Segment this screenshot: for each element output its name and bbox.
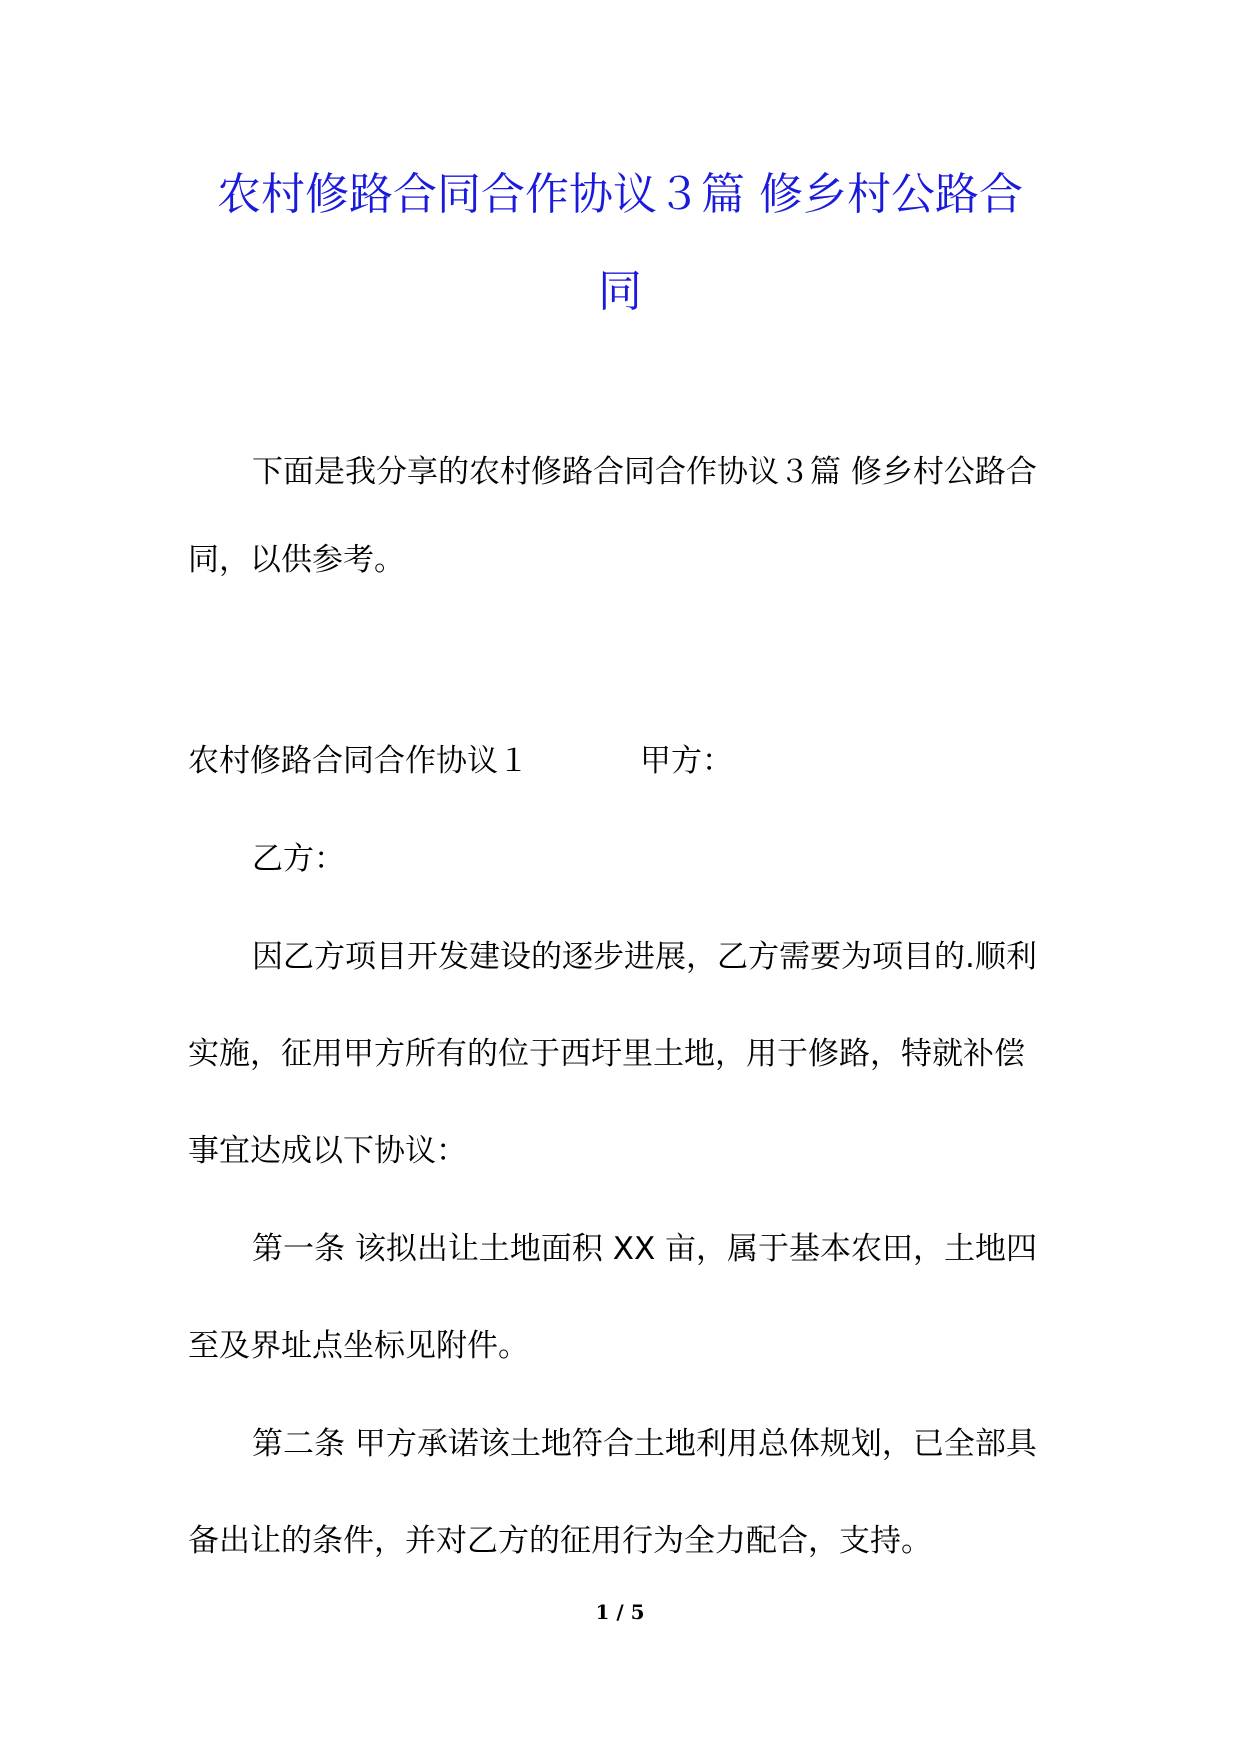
party-b-label: 乙方： bbox=[252, 841, 345, 877]
intro-line-1: 下面是我分享的农村修路合同合作协议３篇 修乡村公路合 bbox=[252, 454, 1037, 490]
document-title-line-1: 农村修路合同合作协议３篇 修乡村公路合 bbox=[217, 169, 1023, 220]
party-a-label: 甲方： bbox=[640, 743, 733, 779]
article-2-line-2: 备出让的条件，并对乙方的征用行为全力配合，支持。 bbox=[188, 1523, 932, 1559]
article-1-line-2: 至及界址点坐标见附件。 bbox=[188, 1328, 529, 1364]
article-1-line-1: 第一条 该拟出让土地面积 XX 亩，属于基本农田，土地四 bbox=[252, 1231, 1038, 1267]
agreement-heading: 农村修路合同合作协议１ bbox=[188, 743, 529, 779]
preamble-line-2: 实施，征用甲方所有的位于西圩里土地，用于修路，特就补偿 bbox=[188, 1036, 1025, 1072]
preamble-line-3: 事宜达成以下协议： bbox=[188, 1133, 467, 1169]
article-2-line-1: 第二条 甲方承诺该土地符合土地利用总体规划，已全部具 bbox=[252, 1426, 1037, 1462]
intro-line-2: 同，以供参考。 bbox=[188, 542, 405, 578]
preamble-line-1: 因乙方项目开发建设的逐步进展，乙方需要为项目的.顺利 bbox=[252, 939, 1037, 975]
document-title-line-2: 同 bbox=[598, 266, 642, 317]
page-number: 1 / 5 bbox=[595, 1600, 645, 1624]
